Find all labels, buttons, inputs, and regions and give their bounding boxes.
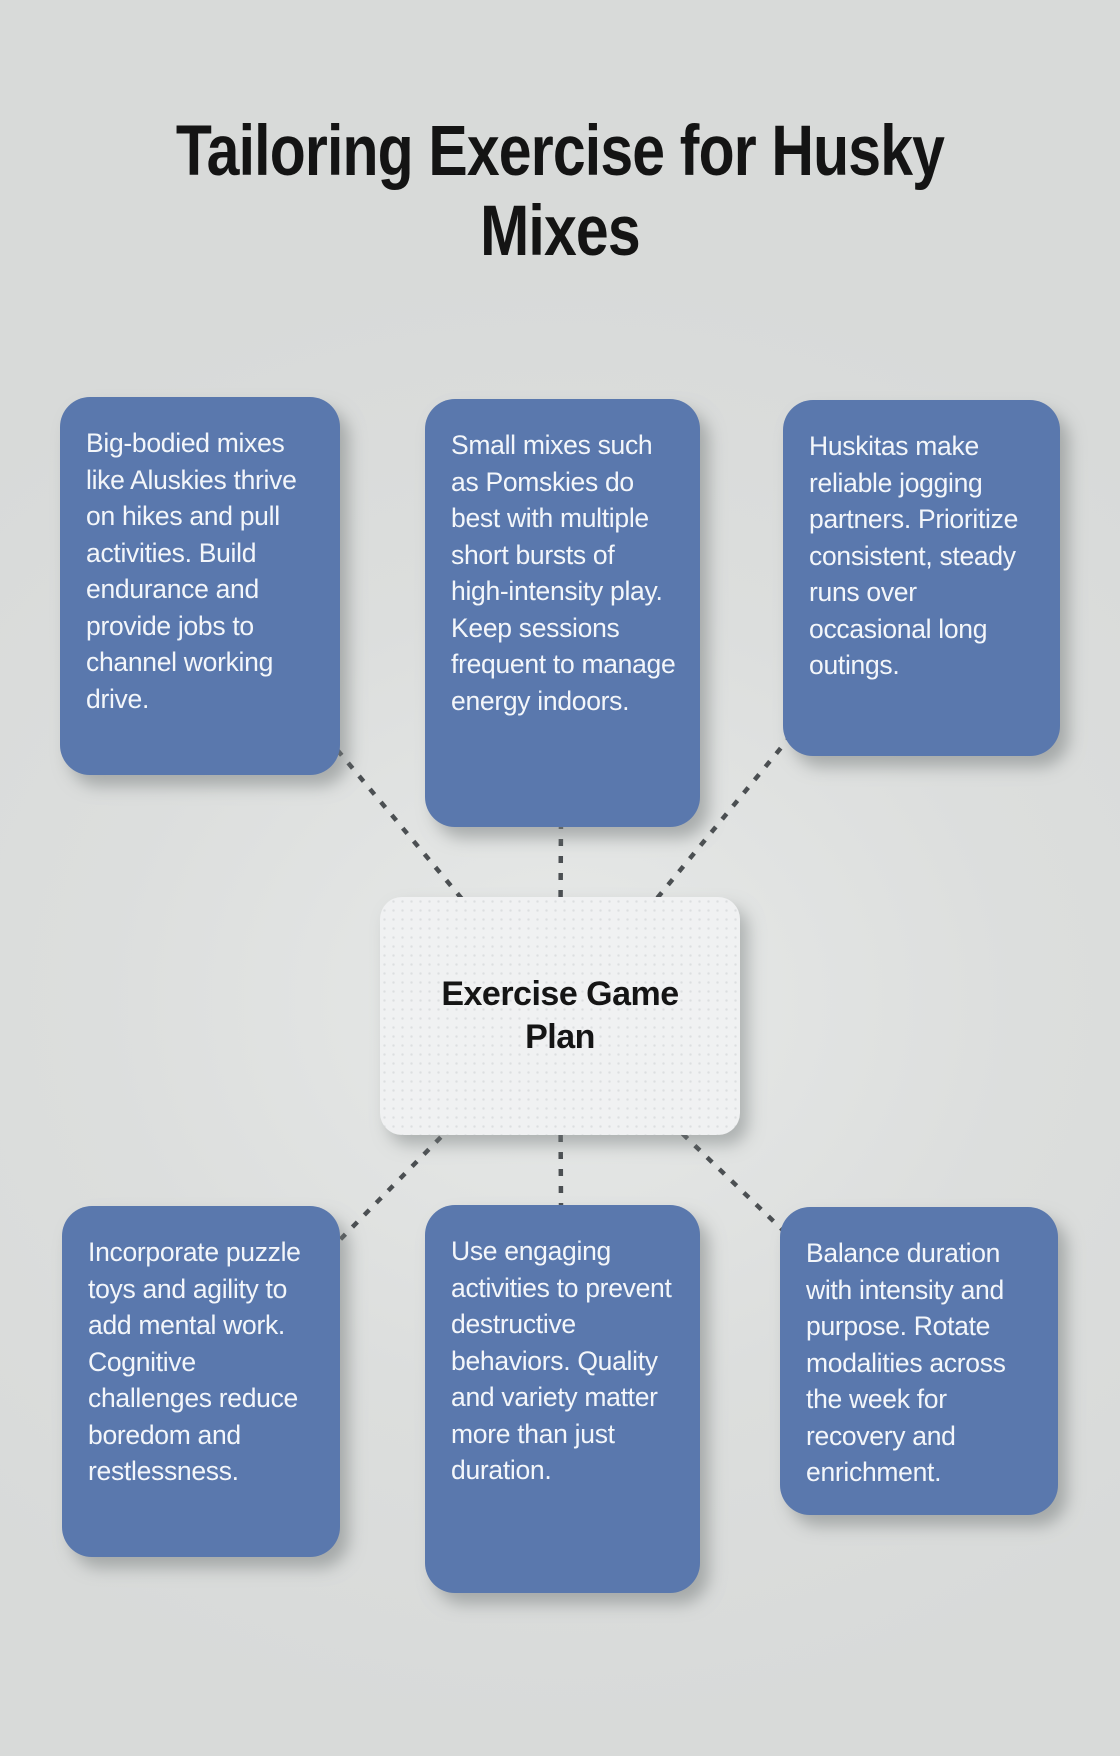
info-card-text: Use engaging activities to prevent destructive behaviors. Quality and variety matter more than just duration. — [451, 1236, 672, 1485]
center-node-label: Exercise Game Plan — [441, 975, 679, 1056]
info-card-text: Small mixes such as Pomskies do best with multiple short bursts of high-intensity play. Keep sessions frequent to manage energy indoors. — [451, 430, 676, 716]
info-card-text: Balance duration with intensity and purpose. Rotate modalities across the week for recovery and enrichment. — [806, 1238, 1006, 1487]
center-node — [380, 897, 740, 1135]
info-card-text: Big-bodied mixes like Aluskies thrive on hikes and pull activities. Build endurance and provide jobs to channel working drive. — [86, 428, 297, 714]
info-card-text: Huskitas make reliable jogging partners. Prioritize consistent, steady runs over occasional long outings. — [809, 431, 1019, 680]
info-card-top-left — [60, 397, 340, 775]
info-card-bottom-right — [780, 1207, 1058, 1515]
info-card-bottom-middle — [425, 1205, 700, 1593]
info-card-text: Incorporate puzzle toys and agility to add mental work. Cognitive challenges reduce boredom and restlessness. — [88, 1237, 301, 1486]
page-title: Tailoring Exercise for Husky Mixes — [175, 112, 945, 271]
info-card-bottom-left — [62, 1206, 340, 1557]
info-card-top-right — [783, 400, 1060, 756]
info-card-top-middle — [425, 399, 700, 827]
